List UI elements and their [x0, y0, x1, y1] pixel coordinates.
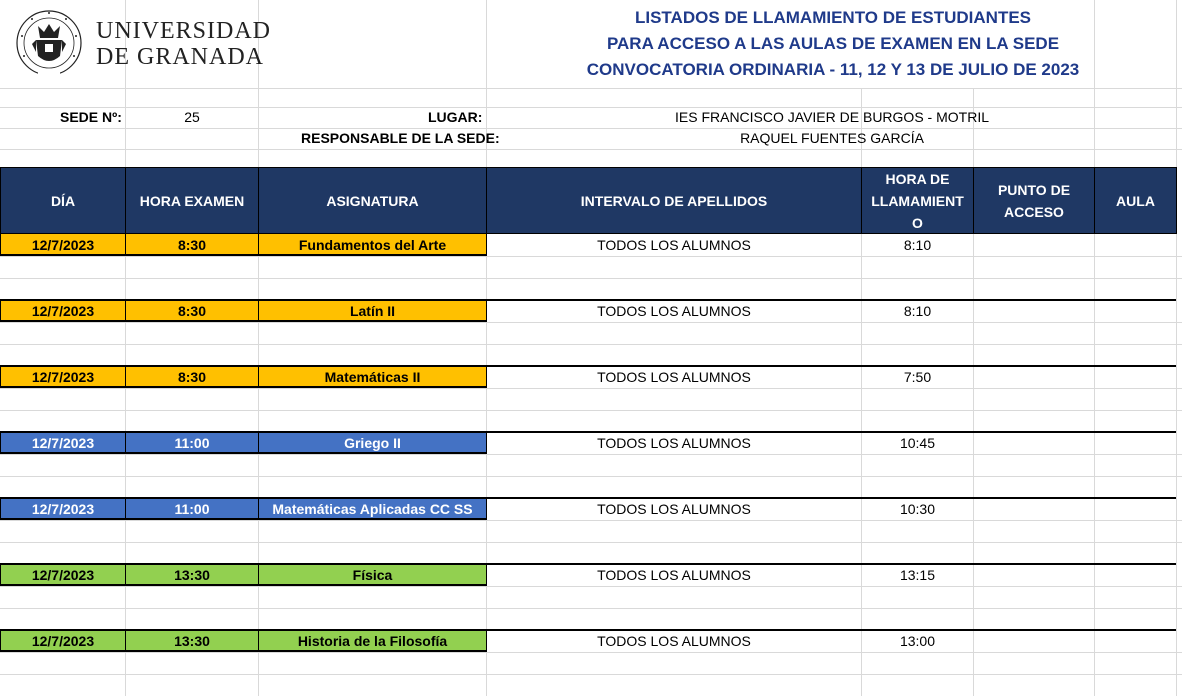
header-punto-acceso — [973, 167, 1095, 234]
gridline — [0, 454, 1182, 455]
responsable-label: RESPONSABLE DE LA SEDE: — [301, 130, 500, 146]
header-hora-llamamiento-line2: LLAMAMIENT — [871, 192, 964, 209]
gridline — [973, 564, 974, 630]
gridline — [0, 344, 1182, 345]
gridline — [0, 278, 1182, 279]
cell-llamamiento: 8:10 — [903, 237, 932, 253]
cell-intervalo: TODOS LOS ALUMNOS — [597, 501, 751, 517]
header-hora-examen: HORA EXAMEN — [125, 167, 259, 234]
gridline — [0, 322, 1182, 323]
cell-hora: 13:30 — [125, 630, 259, 652]
header-punto-line2: ACCESO — [1004, 203, 1064, 220]
gridline — [0, 107, 1182, 108]
gridline — [1176, 564, 1177, 630]
header-hora-llamamiento — [861, 167, 974, 234]
row-separator — [0, 431, 1176, 433]
gridline — [861, 300, 862, 366]
lugar-value: IES FRANCISCO JAVIER DE BURGOS - MOTRIL — [674, 109, 990, 125]
gridline — [1094, 432, 1095, 498]
gridline — [1176, 432, 1177, 498]
header-intervalo: INTERVALO DE APELLIDOS — [486, 167, 862, 234]
cell-dia: 12/7/2023 — [0, 234, 126, 256]
cell-intervalo: TODOS LOS ALUMNOS — [597, 303, 751, 319]
gridline — [1176, 234, 1177, 300]
gridline — [973, 234, 974, 300]
cell-hora: 11:00 — [125, 432, 259, 454]
gridline — [0, 608, 1182, 609]
gridline — [1094, 300, 1095, 366]
gridline — [0, 476, 1182, 477]
gridline — [861, 498, 862, 564]
gridline — [973, 366, 974, 432]
cell-dia: 12/7/2023 — [0, 630, 126, 652]
row-separator — [0, 299, 1176, 301]
sede-label: SEDE Nº: — [60, 109, 122, 125]
cell-dia: 12/7/2023 — [0, 564, 126, 586]
cell-intervalo: TODOS LOS ALUMNOS — [597, 633, 751, 649]
header-punto-line1: PUNTO DE — [997, 181, 1071, 198]
cell-llamamiento: 8:10 — [903, 303, 932, 319]
gridline — [1176, 366, 1177, 432]
cell-llamamiento: 10:45 — [899, 435, 936, 451]
gridline — [1094, 366, 1095, 432]
gridline — [861, 630, 862, 696]
gridline — [861, 432, 862, 498]
gridline — [0, 542, 1182, 543]
gridline — [0, 520, 1182, 521]
gridline — [0, 256, 1182, 257]
gridline — [0, 674, 1182, 675]
gridline — [0, 128, 1182, 129]
cell-dia: 12/7/2023 — [0, 366, 126, 388]
row-separator — [0, 629, 1176, 631]
gridline — [1094, 234, 1095, 300]
gridline — [0, 652, 1182, 653]
gridline — [1176, 300, 1177, 366]
gridline — [973, 630, 974, 696]
sede-value: 25 — [184, 109, 200, 125]
gridline — [973, 300, 974, 366]
row-separator — [0, 365, 1176, 367]
cell-hora: 8:30 — [125, 366, 259, 388]
cell-intervalo: TODOS LOS ALUMNOS — [597, 567, 751, 583]
cell-asignatura: Matemáticas Aplicadas CC SS — [258, 498, 487, 520]
row-separator — [0, 563, 1176, 565]
cell-dia: 12/7/2023 — [0, 498, 126, 520]
responsable-value: RAQUEL FUENTES GARCÍA — [740, 130, 924, 146]
row-separator — [0, 497, 1176, 499]
gridline — [0, 586, 1182, 587]
cell-hora: 8:30 — [125, 300, 259, 322]
gridline — [861, 234, 862, 300]
cell-llamamiento: 7:50 — [903, 369, 932, 385]
cell-llamamiento: 13:15 — [899, 567, 936, 583]
gridline — [973, 498, 974, 564]
title-line3: CONVOCATORIA ORDINARIA - 11, 12 Y 13 DE JULIO DE 2023 — [586, 60, 1080, 79]
university-logo — [14, 4, 271, 84]
cell-hora: 13:30 — [125, 564, 259, 586]
cell-intervalo: TODOS LOS ALUMNOS — [597, 369, 751, 385]
cell-hora: 8:30 — [125, 234, 259, 256]
gridline — [1094, 564, 1095, 630]
cell-asignatura: Matemáticas II — [258, 366, 487, 388]
university-name-line2: DE GRANADA — [96, 44, 264, 70]
gridline — [1094, 630, 1095, 696]
gridline — [0, 149, 1182, 150]
cell-llamamiento: 13:00 — [899, 633, 936, 649]
cell-asignatura: Latín II — [258, 300, 487, 322]
cell-asignatura: Griego II — [258, 432, 487, 454]
header-aula: AULA — [1094, 167, 1177, 234]
header-asignatura: ASIGNATURA — [258, 167, 487, 234]
cell-asignatura: Fundamentos del Arte — [258, 234, 487, 256]
title-line2: PARA ACCESO A LAS AULAS DE EXAMEN EN LA SEDE — [606, 34, 1060, 53]
cell-intervalo: TODOS LOS ALUMNOS — [597, 435, 751, 451]
header-hora-llamamiento-line3: O — [912, 214, 923, 231]
gridline — [0, 388, 1182, 389]
gridline — [973, 432, 974, 498]
cell-dia: 12/7/2023 — [0, 432, 126, 454]
gridline — [861, 564, 862, 630]
gridline — [861, 366, 862, 432]
cell-asignatura: Física — [258, 564, 487, 586]
gridline — [0, 88, 1182, 89]
title-line1: LISTADOS DE LLAMAMIENTO DE ESTUDIANTES — [634, 8, 1032, 27]
lugar-label: LUGAR: — [428, 109, 483, 125]
header-hora-llamamiento-line1: HORA DE — [885, 170, 950, 187]
cell-llamamiento: 10:30 — [899, 501, 936, 517]
gridline — [1176, 498, 1177, 564]
cell-asignatura: Historia de la Filosofía — [258, 630, 487, 652]
gridline — [1176, 630, 1177, 696]
gridline — [0, 410, 1182, 411]
university-name-line1: UNIVERSIDAD — [96, 18, 271, 44]
header-dia: DÍA — [0, 167, 126, 234]
university-seal-icon — [14, 4, 84, 82]
cell-intervalo: TODOS LOS ALUMNOS — [597, 237, 751, 253]
cell-dia: 12/7/2023 — [0, 300, 126, 322]
cell-hora: 11:00 — [125, 498, 259, 520]
gridline — [1094, 498, 1095, 564]
